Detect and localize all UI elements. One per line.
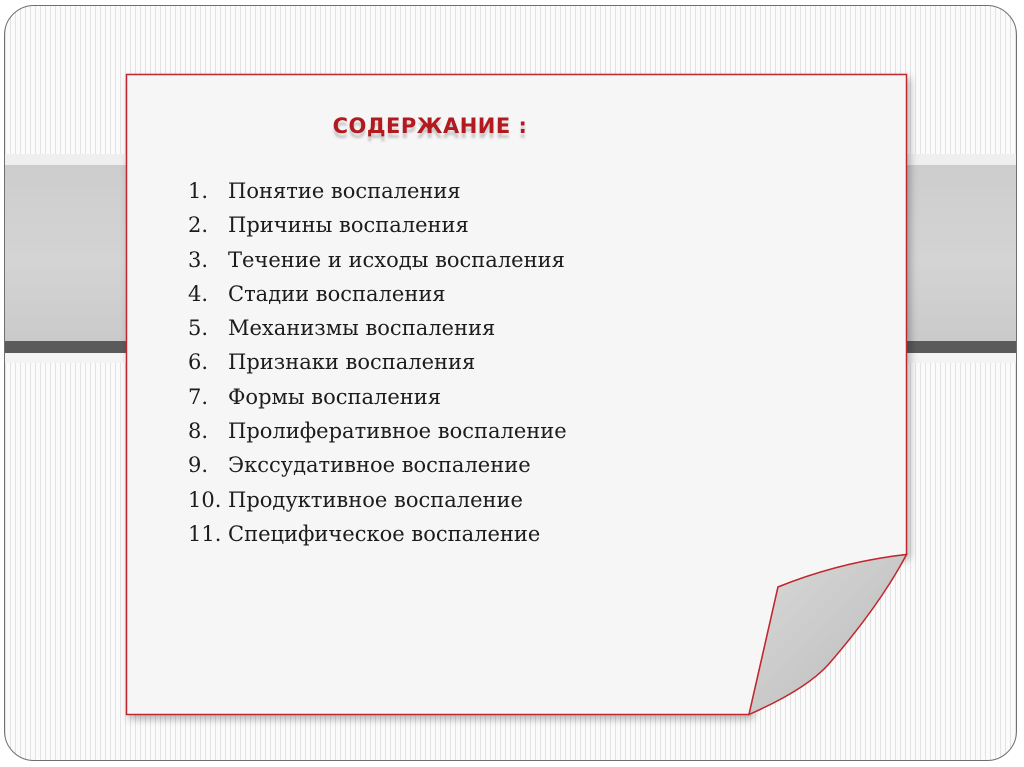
list-item: [188, 277, 446, 311]
list-item-label: Механизмы воспаления: [228, 316, 496, 341]
list-item-label: Продуктивное воспаление: [228, 487, 523, 512]
list-item-label: Течение и исходы воспаления: [228, 247, 565, 272]
list-item: [188, 345, 476, 379]
list-item: [188, 174, 461, 208]
list-item: [188, 517, 541, 551]
list-item: [188, 448, 531, 482]
list-item: [188, 311, 496, 345]
list-item: [188, 414, 567, 448]
list-item-number: 6.: [188, 350, 209, 375]
list-item-number: 5.: [188, 316, 209, 341]
list-item-label: Формы воспаления: [228, 384, 441, 409]
list-item: [188, 483, 523, 517]
list-item: [188, 380, 441, 414]
list-item-number: 8.: [188, 419, 209, 444]
list-item-label: Специфическое воспаление: [228, 521, 541, 546]
list-item: [188, 243, 565, 277]
list-item-number: 10.: [188, 487, 222, 512]
list-item-label: Стадии воспаления: [228, 281, 446, 306]
list-item-label: Понятие воспаления: [228, 179, 461, 203]
table-of-contents: [188, 174, 567, 551]
list-item-number: 1.: [188, 179, 209, 203]
list-item-label: Пролиферативное воспаление: [228, 419, 567, 444]
list-item-number: 7.: [188, 384, 209, 409]
page-title: СОДЕРЖАНИЕ :: [332, 114, 528, 138]
list-item-number: 3.: [188, 247, 209, 272]
list-item-number: 4.: [188, 281, 209, 306]
list-item-label: Причины воспаления: [228, 213, 469, 238]
list-item-label: Признаки воспаления: [228, 350, 476, 375]
list-item-number: 9.: [188, 453, 209, 478]
list-item: [188, 208, 469, 242]
list-item-label: Экссудативное воспаление: [228, 453, 531, 478]
list-item-number: 11.: [188, 521, 222, 546]
list-item-number: 2.: [188, 213, 209, 238]
